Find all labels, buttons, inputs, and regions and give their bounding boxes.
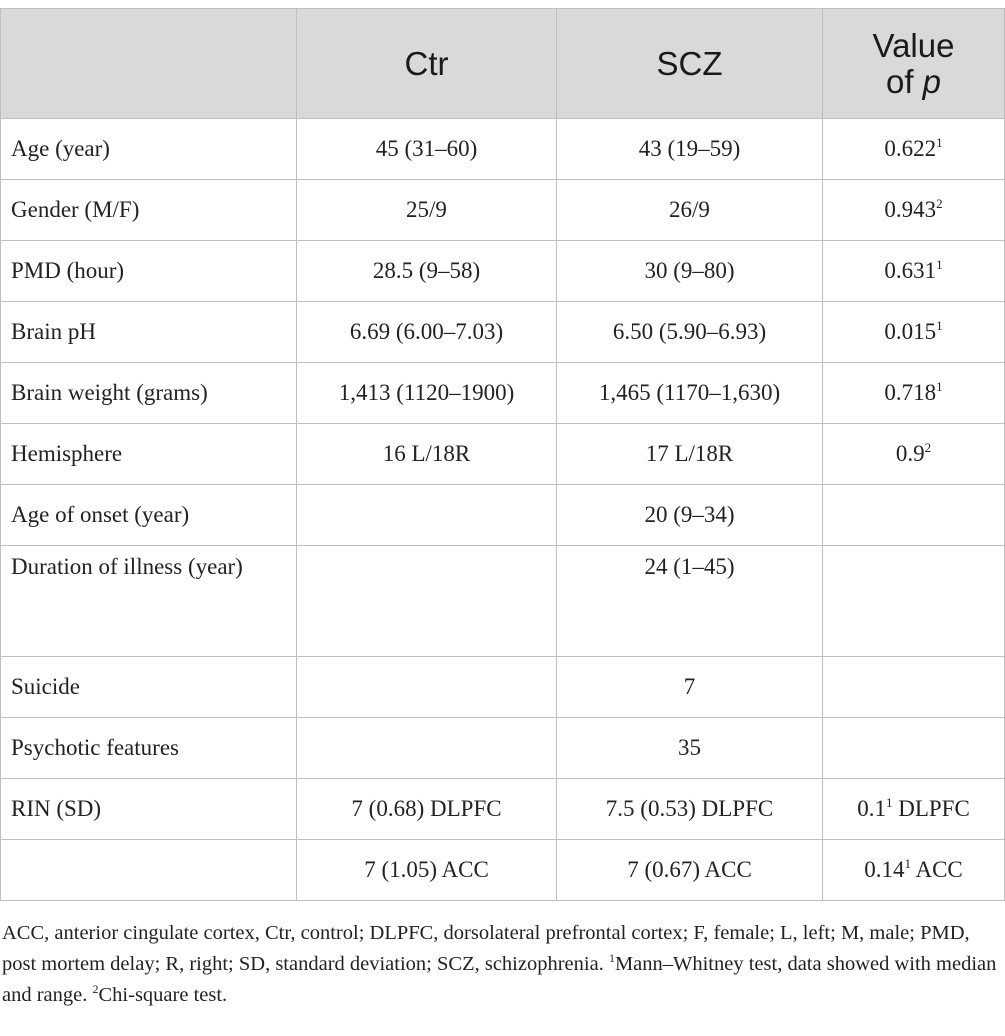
- table-row: [1, 718, 1005, 779]
- cell-scz: 26/9: [557, 180, 823, 241]
- row-label: Psychotic features: [1, 718, 297, 779]
- p-value: 0.943: [884, 197, 937, 222]
- table-row: [1, 546, 1005, 657]
- cell-scz: 30 (9–80): [557, 241, 823, 302]
- cell-p-value: [823, 485, 1005, 546]
- cell-ctr: 28.5 (9–58): [297, 241, 557, 302]
- cell-ctr: [297, 718, 557, 779]
- footnote-marker-1: 1: [608, 951, 615, 965]
- header-p-symbol: p: [922, 62, 942, 100]
- row-label: [1, 840, 297, 901]
- cell-p-value: [823, 119, 1005, 180]
- p-value-footnote-marker: 1: [885, 795, 893, 810]
- row-label: Duration of illness (year): [1, 546, 297, 657]
- header-row: [1, 9, 1005, 119]
- p-value-footnote-marker: 2: [936, 196, 943, 211]
- cell-scz: 24 (1–45): [557, 546, 823, 657]
- header-empty-cell: [1, 9, 297, 119]
- row-label: Brain pH: [1, 302, 297, 363]
- row-label: Gender (M/F): [1, 180, 297, 241]
- table-row: [1, 363, 1005, 424]
- cell-scz: 20 (9–34): [557, 485, 823, 546]
- row-label: Age of onset (year): [1, 485, 297, 546]
- cell-ctr: 7 (1.05) ACC: [297, 840, 557, 901]
- header-p-value-of: of: [885, 62, 914, 100]
- cell-p-value: [823, 840, 1005, 901]
- p-value-footnote-marker: 2: [924, 440, 932, 455]
- p-value: 0.631: [884, 258, 937, 283]
- cell-ctr: 1,413 (1120–1900): [297, 363, 557, 424]
- table-row: [1, 180, 1005, 241]
- cell-ctr: [297, 546, 557, 657]
- p-value-region: ACC: [910, 857, 963, 882]
- p-value-footnote-marker: 1: [936, 257, 943, 272]
- cell-ctr: 25/9: [297, 180, 557, 241]
- p-value-footnote-marker: 1: [904, 856, 911, 871]
- cell-scz: 1,465 (1170–1,630): [557, 363, 823, 424]
- table-row: [1, 779, 1005, 840]
- footnote-abbreviations: ACC, anterior cingulate cortex, Ctr, control; DLPFC, dorsolateral prefrontal cortex; F, female; L, left; M, male; PMD, post mortem delay; R, right; SD, standard deviation; SCZ, schizophrenia.: [2, 922, 970, 975]
- table-row: [1, 657, 1005, 718]
- cell-scz: 43 (19–59): [557, 119, 823, 180]
- table-header: [1, 9, 1005, 119]
- p-value: 0.1: [857, 796, 886, 821]
- row-label: Brain weight (grams): [1, 363, 297, 424]
- table-row: [1, 485, 1005, 546]
- cell-ctr: 16 L/18R: [297, 424, 557, 485]
- p-value: 0.718: [884, 380, 937, 405]
- table-row: [1, 302, 1005, 363]
- demographics-table: [0, 8, 1005, 901]
- cell-scz: 7 (0.67) ACC: [557, 840, 823, 901]
- p-value-footnote-marker: 1: [936, 318, 943, 333]
- cell-scz: 6.50 (5.90–6.93): [557, 302, 823, 363]
- cell-scz: 35: [557, 718, 823, 779]
- table-footnote: [2, 918, 1005, 1011]
- cell-p-value: [823, 180, 1005, 241]
- footnote-mann-whitney: Mann–Whitney test, data showed with median and range.: [2, 953, 997, 1006]
- table-row: [1, 119, 1005, 180]
- cell-ctr: 45 (31–60): [297, 119, 557, 180]
- p-value-region: DLPFC: [892, 796, 970, 821]
- p-value-footnote-marker: 1: [936, 379, 943, 394]
- cell-ctr: [297, 485, 557, 546]
- p-value: 0.015: [884, 319, 937, 344]
- header-ctr: Ctr: [297, 9, 557, 119]
- p-value: 0.14: [864, 857, 905, 882]
- cell-p-value: [823, 363, 1005, 424]
- cell-ctr: [297, 657, 557, 718]
- cell-p-value: [823, 302, 1005, 363]
- header-p-value: [823, 9, 1005, 119]
- header-p-value-line1: Value: [872, 26, 955, 64]
- header-scz: SCZ: [557, 9, 823, 119]
- table-row: [1, 840, 1005, 901]
- cell-p-value: [823, 546, 1005, 657]
- row-label: Suicide: [1, 657, 297, 718]
- table-row: [1, 424, 1005, 485]
- cell-scz: 7.5 (0.53) DLPFC: [557, 779, 823, 840]
- row-label: RIN (SD): [1, 779, 297, 840]
- table-body: [1, 119, 1005, 901]
- cell-p-value: [823, 779, 1005, 840]
- row-label: Hemisphere: [1, 424, 297, 485]
- cell-p-value: [823, 657, 1005, 718]
- cell-scz: 17 L/18R: [557, 424, 823, 485]
- footnote-marker-2: 2: [92, 982, 99, 996]
- p-value: 0.622: [884, 136, 937, 161]
- cell-p-value: [823, 718, 1005, 779]
- p-value-footnote-marker: 1: [936, 135, 943, 150]
- cell-p-value: [823, 241, 1005, 302]
- cell-p-value: [823, 424, 1005, 485]
- cell-ctr: 7 (0.68) DLPFC: [297, 779, 557, 840]
- footnote-chi-square: Chi-square test.: [98, 984, 228, 1006]
- cell-ctr: 6.69 (6.00–7.03): [297, 302, 557, 363]
- table-row: [1, 241, 1005, 302]
- row-label: PMD (hour): [1, 241, 297, 302]
- p-value: 0.9: [895, 441, 925, 466]
- cell-scz: 7: [557, 657, 823, 718]
- row-label: Age (year): [1, 119, 297, 180]
